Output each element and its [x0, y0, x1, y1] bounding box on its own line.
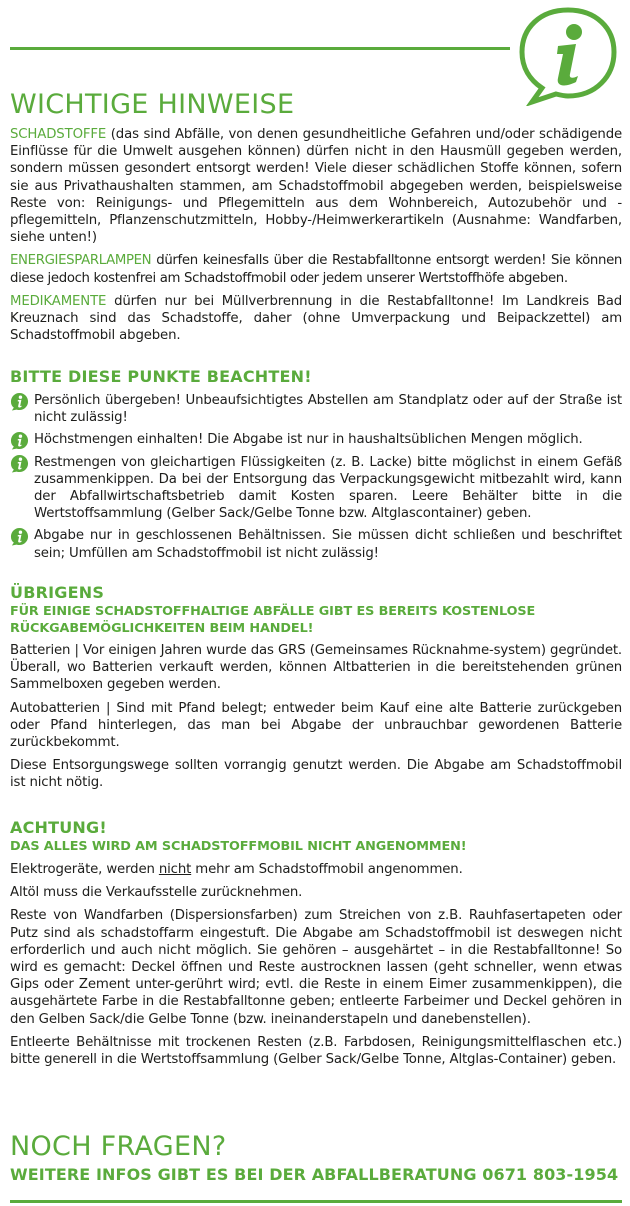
info-circle-icon [10, 527, 29, 546]
achtung-behaeltnisse: Entleerte Behältnisse mit trockenen Resten (z.B. Farbdosen, Reinigungsmittelflaschen etc.) bitte generell in die Wertstoffsammlung (Gelber Sack/Gelbe Tonne, Altglas-Container) geben. [10, 1034, 622, 1068]
achtung-wandfarben: Reste von Wandfarben (Dispersionsfarben) zum Streichen von z.B. Rauhfasertapeten oder Putz sind als schadstoffarm eingestuft. Die Abgabe am Schadstoffmobil ist deswegen nicht erforderlich und auch nicht möglich. Sie gehören – ausgehärtet – in die Restabfalltonne! So wird es gemacht: Deckel öffnen und Reste austrocknen lassen (geht schneller, wenn etwas Gips oder Zement unter-gerührt wird; evtl. die Reste in einem Eimer zusammenkippen), die ausgehärtete Farbe in die Restabfalltonne geben; entleerte Farbeimer und Deckel gehören in den Gelben Sack/die Gelbe Tonne (bzw. ineinanderstapeln und danebenstellen). [10, 908, 622, 1027]
info-circle-icon [10, 431, 29, 450]
list-item [10, 454, 622, 523]
achtung-p1-before: Elektrogeräte, werden [10, 862, 159, 877]
achtung-altoel: Altöl muss die Verkaufsstelle zurücknehmen. [10, 885, 303, 901]
top-divider [10, 47, 510, 50]
footer-subheading: WEITERE INFOS GIBT ES BEI DER ABFALLBERATUNG 0671 803-1954 [10, 1165, 619, 1184]
page-title: WICHTIGE HINWEISE [10, 89, 295, 120]
list-item [10, 527, 622, 561]
achtung-section [10, 818, 622, 1074]
bottom-divider [10, 1200, 622, 1203]
achtung-elektrogeraete [10, 861, 622, 878]
achtung-p1-after: mehr am Schadstoffmobil angenommen. [191, 862, 463, 877]
list-item [10, 392, 622, 426]
uebrigens-heading: ÜBRIGENS [10, 583, 105, 602]
intro-section [10, 126, 622, 350]
intro-schadstoffe [10, 126, 622, 246]
info-circle-icon [10, 392, 29, 411]
uebrigens-batterien: Batterien | Vor einigen Jahren wurde das GRS (Gemeinsames Rücknahme-system) gegründet. Überall, wo Batterien verkauft werden, können Altbatterien in die bereitstehenden grünen Sammelboxen gegeben werden. [10, 643, 622, 693]
point-text: Abgabe nur in geschlossenen Behältnissen. Sie müssen dicht schließen und beschriftet sein; Umfüllen am Schadstoffmobil ist nicht zulässig! [34, 528, 622, 561]
info-circle-icon [10, 454, 29, 473]
keyword-schadstoffe: SCHADSTOFFE [10, 127, 107, 142]
point-text: Persönlich übergeben! Unbeaufsichtigtes Abstellen am Standplatz oder auf der Straße ist nicht zulässig! [34, 393, 622, 426]
list-item [10, 431, 622, 448]
points-heading: BITTE DIESE PUNKTE BEACHTEN! [10, 367, 312, 386]
intro-energiesparlampen-text: dürfen keinesfalls über die Restabfalltonne entsorgt werden! Sie können diese jedoch kostenfrei am Schadstoffmobil oder jedem unserer Wertstoffhöfe abgeben. [10, 253, 622, 286]
point-text: Restmengen von gleichartigen Flüssigkeiten (z. B. Lacke) bitte möglichst in einem Gefäß zusammenkippen. Da bei der Entsorgung das Verpackungsgewicht mitbezahlt wird, kann der Abfallwirtschaftsbetrieb damit Kosten sparen. Leere Behälter bitte in die Wertstoffsammlung (Gelber Sack/Gelbe Tonne bzw. Altglascontainer) geben. [34, 454, 622, 522]
info-speech-bubble-icon [512, 2, 624, 106]
point-text: Höchstmengen einhalten! Die Abgabe ist nur in haushaltsüblichen Mengen möglich. [34, 432, 583, 448]
achtung-p1-underlined: nicht [158, 862, 192, 877]
intro-schadstoffe-text: (das sind Abfälle, von denen gesundheitliche Gefahren und/oder schädigende Einflüsse für die Umwelt ausgehen können) dürfen nicht in den Hausmüll gegeben werden, sondern müssen gesondert entsorgt werden! Viele dieser schädlichen Stoffe können, sofern sie aus Privathaushalten stammen, am Schadstoffmobil abgegeben werden, beispielsweise Reste von: Reinigungs- und Pflegemitteln aus dem Wohnbereich, Autozubehör und -pflegemitteln, Pflanzenschutzmitteln, Hobby-/Heimwerkerartikeln (Ausnahme: Wandfarben, siehe unten!) [10, 127, 623, 246]
intro-energiesparlampen [10, 252, 622, 286]
intro-medikamente-text: dürfen nur bei Müllverbrennung in die Restabfalltonne! Im Landkreis Bad Kreuznach sind das Schadstoffe, daher (ohne Umverpackung und Beipackzettel) am Schadstoffmobil abgeben. [10, 293, 623, 344]
intro-medikamente [10, 293, 622, 345]
uebrigens-hinweis: Diese Entsorgungswege sollten vorrangig genutzt werden. Die Abgabe am Schadstoffmobil ist nicht nötig. [10, 758, 622, 791]
keyword-medikamente: MEDIKAMENTE [10, 293, 107, 309]
uebrigens-autobatterien: Autobatterien | Sind mit Pfand belegt; entweder beim Kauf eine alte Batterie zurückgeben oder Pfand hinterlegen, das man bei Abgabe der unbrauchbar gewordenen Batterie zurückbekommt. [10, 700, 622, 751]
achtung-subheading: DAS ALLES WIRD AM SCHADSTOFFMOBIL NICHT ANGENOMMEN! [10, 839, 467, 854]
keyword-energiesparlampen: ENERGIESPARLAMPEN [10, 253, 152, 269]
uebrigens-subheading: FÜR EINIGE SCHADSTOFFHALTIGE ABFÄLLE GIBT ES BEREITS KOSTENLOSE RÜCKGABEMÖGLICHKEITEN BEIM HANDEL! [10, 604, 536, 636]
achtung-heading: ACHTUNG! [10, 818, 107, 837]
footer-heading: NOCH FRAGEN? [10, 1131, 227, 1162]
footer-section [10, 1130, 622, 1186]
uebrigens-section [10, 583, 622, 798]
points-section [10, 367, 622, 567]
